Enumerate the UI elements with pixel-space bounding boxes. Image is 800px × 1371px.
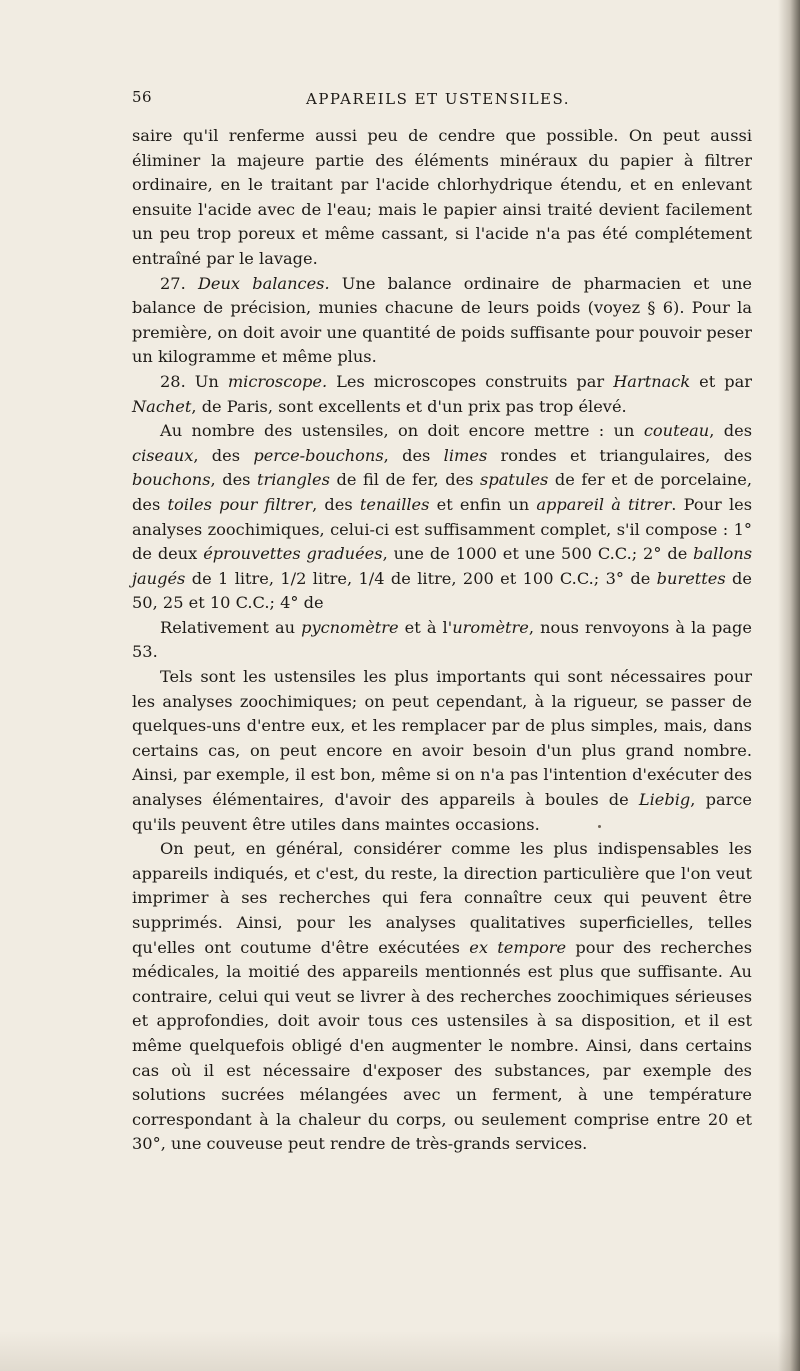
italic-term: limes [443, 445, 488, 465]
text-segment: , nous renvoyons à la page 53. [132, 617, 752, 662]
text-segment: Relativement au [160, 617, 302, 637]
text-segment: , parce qu'ils peuvent être utiles dans maintes occasions. [132, 790, 752, 834]
italic-term: microscope. [227, 371, 328, 391]
text-segment: , une de 1000 et une 500 C.C.; 2° de [382, 544, 694, 564]
italic-term: perce-bouchons [253, 445, 384, 465]
text-segment: Tels sont les ustensiles les plus importants qui sont nécessaires pour les analyses zoochimiques; on peut cependant, à la rigueur, se passer de quelques-uns d'entre eux, et les remplacer par de plus simples, mais, dans certains cas, on peut encore en avoir besoin d'un plus grand nombre. Ainsi, par exemple, il est bon, même si on n'a pas l'intention d'exécuter des analyses élémentaires, d'avoir des appareils à boules de [132, 667, 752, 810]
text-segment: de 50, 25 et 10 C.C.; 4° de [132, 568, 752, 613]
paper-speck [598, 825, 601, 828]
italic-term: bouchons [132, 470, 211, 490]
text-segment: rondes et triangulaires, des [487, 445, 753, 465]
text-segment: , des [709, 421, 752, 441]
italic-term: Liebig [638, 790, 691, 810]
italic-term: ex tempore [469, 937, 567, 957]
italic-term: Nachet [132, 396, 192, 416]
text-segment: et enfin un [429, 494, 537, 514]
body-text [132, 124, 752, 1157]
paragraph-ustensiles [132, 419, 752, 616]
text-segment: . Pour les analyses zoochimiques, celui-ci est suffisamment complet, s'il compose : 1° de deux [132, 494, 753, 564]
text-segment: 27. [160, 273, 198, 293]
text-segment: Une balance ordinaire de pharmacien et une balance de précision, munies chacune de leurs poids (voyez § 6). Pour la première, on doit avoir une quantité de poids suffisante pour pouvoir peser un kilogramme et même plus. [132, 273, 752, 367]
text-segment: de 1 litre, 1/2 litre, 1/4 de litre, 200 et 100 C.C.; 3° de [185, 568, 657, 588]
running-head: APPAREILS ET USTENSILES. [306, 90, 570, 108]
text-segment: , des [383, 445, 444, 465]
italic-term: appareil à titrer [536, 494, 672, 514]
page-bottom-shade [0, 1331, 800, 1371]
text-segment: de fer et de porcelaine, des [132, 470, 753, 514]
italic-term: tenailles [359, 494, 430, 514]
text-segment: , des [312, 494, 360, 514]
text-segment: de fil de fer, des [329, 470, 481, 490]
paragraph-27-balances [132, 272, 752, 370]
text-segment: , de Paris, sont excellents et d'un prix pas trop élevé. [191, 396, 627, 416]
page-header [132, 88, 744, 112]
binding-shadow [778, 0, 800, 1371]
italic-term: pycnomètre [301, 617, 399, 637]
italic-term: ciseaux [132, 445, 194, 465]
italic-term: triangles [257, 470, 330, 490]
paragraph-28-microscope [132, 370, 752, 419]
italic-term: spatules [480, 470, 549, 490]
italic-term: Hartnack [613, 371, 691, 391]
text-segment: pour des recherches médicales, la moitié des appareils mentionnés est plus que suffisante. Au contraire, celui qui veut se livrer à des recherches zoochimiques sérieuses et approfondies, doit avoir tous ces ustensiles à sa disposition, et il est même quelquefois obligé d'en augmenter le nombre. Ainsi, dans certains cas où il est nécessaire d'exposer des substances, par exemple des solutions sucrées mélangées avec un ferment, à une température correspondant à la chaleur du corps, ou seulement comprise entre 20 et 30°, une couveuse peut rendre de très-grands services. [132, 937, 752, 1154]
text-segment: On peut, en général, considérer comme les plus indispensables les appareils indiqués, et c'est, du reste, la direction particulière que l'on veut imprimer à ses recherches qui fera connaître ceux qui peuvent être supprimés. Ainsi, pour les analyses qualitatives superficielles, telles qu'elles ont coutume d'être exécutées [132, 839, 752, 957]
italic-term: uromètre [452, 617, 529, 637]
text-segment: saire qu'il renferme aussi peu de cendre que possible. On peut aussi éliminer la majeure partie des éléments minéraux du papier à filtrer ordinaire, en le traitant par l'acide chlorhydrique étendu, et en enlevant ensuite l'acide avec de l'eau; mais le papier ainsi traité devient facilement un peu trop poreux et même cassant, si l'acide n'a pas été complétement entraîné par le lavage. [132, 126, 752, 268]
italic-term: éprouvettes graduées [203, 544, 383, 564]
italic-term: couteau [643, 421, 710, 441]
paragraph-continuation [132, 124, 752, 272]
italic-term: ballons jaugés [132, 544, 753, 588]
page-number: 56 [132, 88, 153, 106]
text-segment: et par [690, 371, 752, 391]
italic-term: toiles pour filtrer [167, 494, 313, 514]
text-segment: , des [193, 445, 254, 465]
paragraph-on-peut [132, 837, 752, 1157]
italic-term: Deux balances. [197, 273, 330, 293]
paragraph-pycnometre [132, 616, 752, 665]
text-segment: 28. Un [160, 371, 228, 391]
text-segment: Les microscopes construits par [327, 371, 614, 391]
paragraph-tels-sont [132, 665, 752, 837]
text-segment: et à l' [398, 617, 453, 637]
italic-term: burettes [656, 568, 726, 588]
text-segment: , des [210, 470, 258, 490]
text-segment: Au nombre des ustensiles, on doit encore mettre : un [160, 421, 644, 441]
